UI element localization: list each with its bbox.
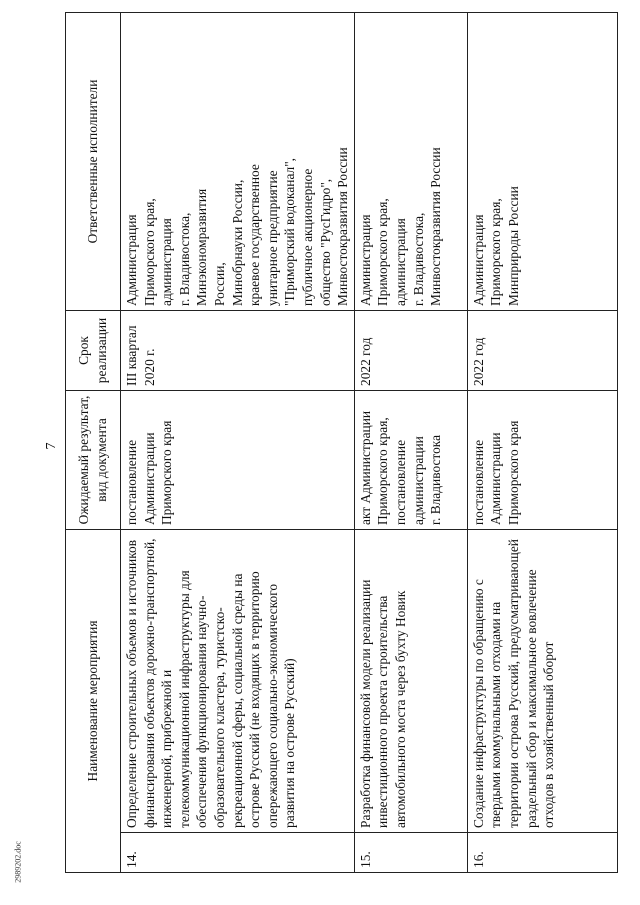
table-header-row [66,12,121,872]
measure-name: Создание инфраструктуры по обращению с твердыми коммунальными отходами на территории острова Русский, предусматривающей раздельный сбор и максимальное вовлечение отходов в хозяйственный оборот [467,529,617,832]
responsible-executors: Администрация Приморского края, администрация г. Владивостока, Минвостокразвития России [354,12,467,310]
expected-result: акт Администрации Приморского края, постановление администрации г. Владивостока [354,390,467,529]
measure-name: Разработка финансовой модели реализации инвестиционного проекта строительства автомобильного моста через бухту Новик [354,529,467,832]
header-executors: Ответственные исполнители [66,12,121,310]
row-number: 16. [467,833,617,873]
measures-table [65,12,618,873]
table-row [354,12,467,872]
responsible-executors: Администрация Приморского края, Минприроды России [467,12,617,310]
header-result: Ожидаемый результат, вид документа [66,390,121,529]
implementation-term: 2022 год [467,310,617,390]
rotated-table-sheet [65,13,599,873]
header-term: Срок реализации [66,310,121,390]
row-number: 15. [354,833,467,873]
implementation-term: III квартал 2020 г. [121,310,355,390]
table-row [121,12,355,872]
page-number: 7 [44,442,59,450]
table-row [467,12,617,872]
document-filename: 2989202.doc [13,841,23,883]
expected-result: постановление Администрации Приморского края [121,390,355,529]
row-number: 14. [121,833,355,873]
header-name: Наименование мероприятия [66,529,121,872]
responsible-executors: Администрация Приморского края, администрация г. Владивостока, Минэкономразвития России, Минобрнауки России, краевое государственное унитарное предприятие "Приморский водоканал", публичное акционерное общество "РусГидро", Минвостокразвития России [121,12,355,310]
implementation-term: 2022 год [354,310,467,390]
measure-name: Определение строительных объемов и источников финансирования объектов дорожно-транспортной, инженерной, прибрежной и телекоммуникационной инфраструктуры для обеспечения функционирования научно-образовательного кластера, туристско-рекреационной сферы, социальной среды на острове Русский (не входящих в территорию опережающего социально-экономического развития на острове Русский) [121,529,355,832]
expected-result: постановление Администрации Приморского края [467,390,617,529]
